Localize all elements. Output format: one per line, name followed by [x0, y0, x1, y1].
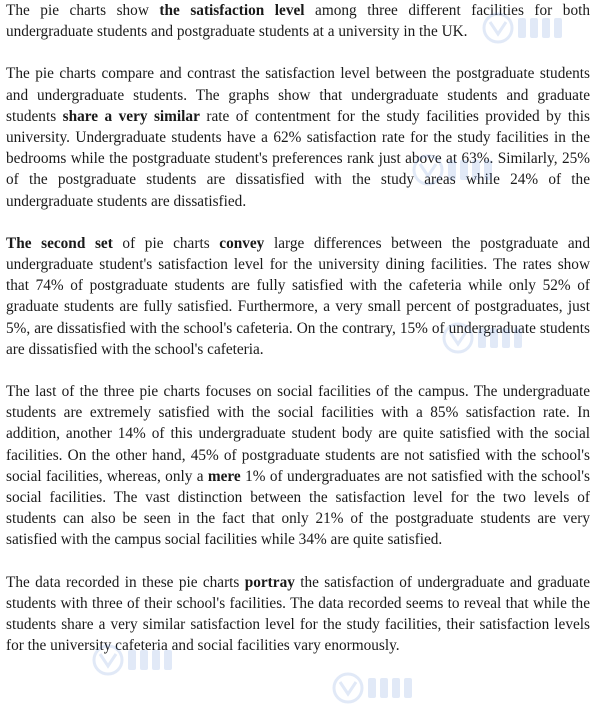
bold-phrase: The second set [6, 234, 113, 252]
text-run: The data recorded in these pie charts [6, 573, 245, 591]
bold-phrase: convey [219, 234, 265, 252]
paragraph-2 [6, 63, 590, 211]
paragraph-3 [6, 233, 590, 360]
text-run: The last of the three pie charts focuses on social facilities of the campus. The undergraduate students are extremely satisfied with the social facilities with a 85% satisfaction rate. In addition, another 14% of this undergraduate student body are quite satisfied with the social facilities. On the other hand, 45% of postgraduate students are not satisfied with the school's social facilities, whereas, only a [6, 383, 590, 485]
paragraph-5 [6, 572, 590, 657]
document-body [6, 0, 590, 677]
text-run: The pie charts compare and contrast the satisfaction level between the postgraduate students and undergraduate students. The graphs show that undergraduate students and graduate students [6, 65, 590, 125]
text-run: 1% of undergraduates are not satisfied with the school's social facilities. The vast distinction between the satisfaction level for the two levels of students can also be seen in the fact that only 21% of the postgraduate students are very satisfied with the campus social facilities while 34% are quite satisfied. [6, 467, 590, 549]
text-run: rate of contentment for the study facilities provided by this university. Undergraduate students have a 62% satisfaction rate for the study facilities in the bedrooms while the postgraduate student's preferences rank just above at 63%. Similarly, 25% of the postgraduate students are dissatisfied with the study areas while 24% of the undergraduate students are dissatisfied. [6, 107, 591, 210]
bold-phrase: portray [244, 573, 295, 591]
text-run: the satisfaction of undergraduate and graduate students with three of their school's facilities. The data recorded seems to reveal that while the students share a very similar satisfaction level for the study facilities, their satisfaction levels for the university cafeteria and social facilities vary enormously. [6, 573, 590, 655]
text-run: of pie charts [112, 234, 220, 252]
paragraph-1 [6, 0, 590, 42]
bold-phrase: share a very similar [62, 107, 200, 125]
text-run: large differences between the postgraduate and undergraduate student's satisfaction level for the university dining facilities. The rates show that 74% of postgraduate students are fully satisfied with the cafeteria while only 52% of graduate students are fully satisfied. Furthermore, a very small percent of postgraduates, just 5%, are dissatisfied with the school's cafeteria. On the contrary, 15% of undergraduate students are dissatisfied with the school's cafeteria. [6, 234, 590, 358]
text-run: The pie charts show [6, 2, 160, 19]
text-run: among three different facilities for both undergraduate students and postgraduate students at a university in the UK. [6, 2, 590, 41]
paragraph-4 [6, 381, 590, 551]
bold-phrase: mere [207, 467, 241, 485]
bold-phrase: the satisfaction level [159, 2, 305, 19]
